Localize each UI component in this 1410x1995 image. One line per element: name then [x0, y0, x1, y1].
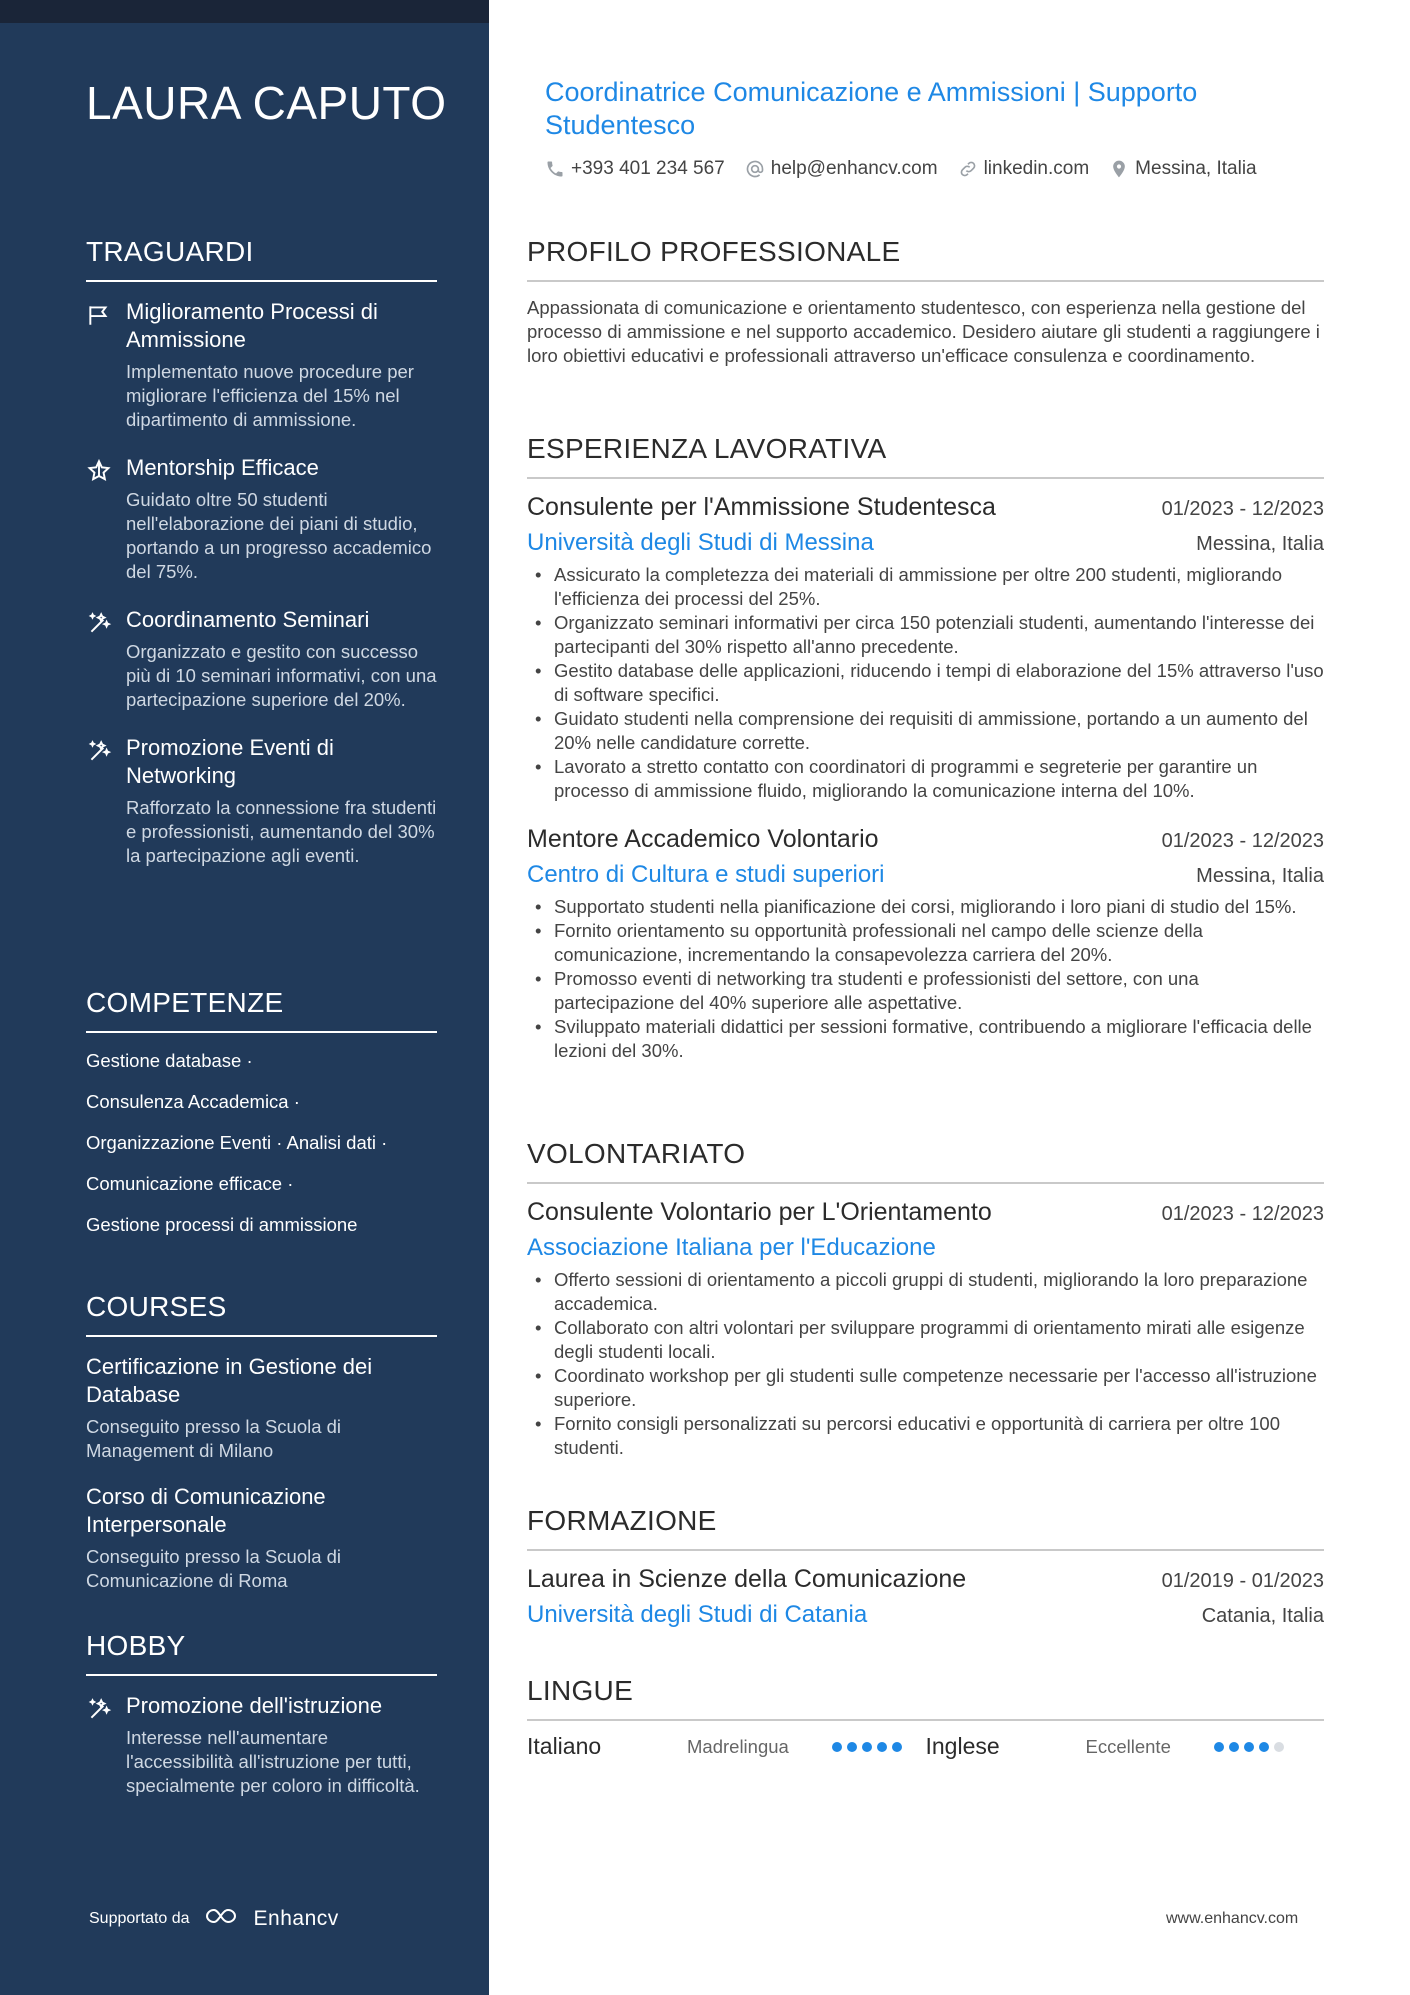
- skills-section: [86, 987, 437, 1254]
- skill-line: Consulenza Accademica ·: [86, 1091, 300, 1112]
- rating-dot: [1214, 1742, 1224, 1752]
- location-text: Messina, Italia: [1135, 158, 1257, 179]
- achievement-title: Mentorship Efficace: [126, 455, 319, 480]
- languages-title: LINGUE: [527, 1675, 1324, 1721]
- education-location: Catania, Italia: [1201, 1605, 1324, 1627]
- language-name: Inglese: [925, 1733, 1000, 1759]
- volunteer-dates: 01/2023 - 12/2023: [1161, 1203, 1324, 1225]
- job-location: Messina, Italia: [1196, 865, 1324, 887]
- language-level: Madrelingua: [687, 1735, 789, 1757]
- bullet-item: • Sviluppato materiali didattici per sessioni formative, contribuendo a migliorare l'efficacia delle lezioni del 30%.: [527, 1015, 1324, 1063]
- magic-wand-icon: [86, 610, 112, 636]
- profile-title: PROFILO PROFESSIONALE: [527, 236, 1324, 282]
- email-text: help@enhancv.com: [770, 158, 938, 179]
- courses-title: COURSES: [86, 1291, 437, 1337]
- language-name: Italiano: [527, 1733, 602, 1759]
- bullet-item: • Guidato studenti nella comprensione dei requisiti di ammissione, portando a un aumento del 20% nelle candidature corrette.: [527, 707, 1324, 755]
- achievement-title: Coordinamento Seminari: [126, 607, 370, 632]
- volunteer-bullets: [527, 1268, 1324, 1460]
- powered-by: [89, 1904, 339, 1933]
- enhancv-logo[interactable]: [202, 1904, 339, 1933]
- achievement-title: Miglioramento Processi di Ammissione: [126, 299, 378, 352]
- magic-wand-icon: [86, 738, 112, 764]
- job-bullets: [527, 563, 1324, 803]
- magic-wand-icon: [86, 1696, 112, 1722]
- rating-dot: [892, 1742, 902, 1752]
- rating-dot: [1244, 1742, 1254, 1752]
- contact-linkedin[interactable]: [958, 158, 1090, 180]
- bullet-item: • Fornito orientamento su opportunità professionali nel campo delle scienze della comunicazione, incrementando la consapevolezza carriera del 20%.: [527, 919, 1324, 967]
- course-title: Corso di Comunicazione Interpersonale: [86, 1484, 326, 1537]
- skill-line: Gestione database ·: [86, 1050, 253, 1071]
- star-icon: [86, 458, 112, 484]
- job-role: Mentore Accademico Volontario: [527, 825, 879, 853]
- bullet-item: • Fornito consigli personalizzati su percorsi educativi e opportunità di carriera per oltre 100 studenti.: [527, 1412, 1324, 1460]
- bullet-item: • Lavorato a stretto contatto con coordinatori di programmi e segreterie per garantire un processo di ammissione fluido, migliorando la comunicazione interna del 10%.: [527, 755, 1324, 803]
- job-dates: 01/2023 - 12/2023: [1161, 498, 1324, 520]
- achievement-description: Organizzato e gestito con successo più di 10 seminari informativi, con una partecipazione superiore del 20%.: [126, 641, 437, 710]
- education-school: Università degli Studi di Catania: [527, 1601, 868, 1628]
- profile-section: [527, 236, 1324, 368]
- hobby-title-text: Promozione dell'istruzione: [126, 1693, 383, 1718]
- bullet-item: • Promosso eventi di networking tra studenti e professionisti del settore, con una partecipazione del 40% superiore alle aspettative.: [527, 967, 1324, 1015]
- achievements-section: [86, 236, 437, 890]
- flag-icon: [86, 302, 112, 328]
- job-dates: 01/2023 - 12/2023: [1161, 830, 1324, 852]
- languages-section: [527, 1675, 1324, 1760]
- achievements-title: TRAGUARDI: [86, 236, 437, 282]
- achievement-item: [86, 734, 437, 868]
- achievement-description: Implementato nuove procedure per migliorare l'efficienza del 15% nel dipartimento di ammissione.: [126, 361, 414, 430]
- bullet-item: • Collaborato con altri volontari per sviluppare programmi di orientamento mirati alle esigenze degli studenti locali.: [527, 1316, 1324, 1364]
- course-description: Conseguito presso la Scuola di Management di Milano: [86, 1416, 342, 1461]
- infinity-logo-icon: [202, 1904, 246, 1933]
- volunteer-entry: [527, 1194, 1324, 1460]
- candidate-name: LAURA CAPUTO: [86, 77, 447, 129]
- education-title: FORMAZIONE: [527, 1505, 1324, 1551]
- phone-icon: [545, 159, 565, 179]
- location-pin-icon: [1109, 159, 1129, 179]
- course-description: Conseguito presso la Scuola di Comunicazione di Roma: [86, 1546, 342, 1591]
- job-company: Centro di Cultura e studi superiori: [527, 861, 885, 888]
- achievement-item: [86, 606, 437, 712]
- education-entry: [527, 1561, 1324, 1633]
- sidebar: [0, 0, 489, 1995]
- bullet-item: • Coordinato workshop per gli studenti sulle competenze necessarie per l'accesso all'istruzione superiore.: [527, 1364, 1324, 1412]
- achievement-item: [86, 298, 437, 432]
- languages-row: [527, 1733, 1324, 1760]
- contact-location: [1109, 158, 1256, 180]
- hobby-title: HOBBY: [86, 1630, 437, 1676]
- experience-section: [527, 433, 1324, 1063]
- volunteer-organization: Associazione Italiana per l'Educazione: [527, 1234, 936, 1261]
- achievement-title: Promozione Eventi di Networking: [126, 735, 334, 788]
- contact-email[interactable]: [745, 158, 938, 180]
- achievement-item: [86, 454, 437, 584]
- contact-bar: [545, 158, 1277, 180]
- job-role: Consulente per l'Ammissione Studentesca: [527, 493, 996, 521]
- education-dates: 01/2019 - 01/2023: [1161, 1570, 1324, 1592]
- phone-text: +393 401 234 567: [571, 158, 725, 179]
- education-degree: Laurea in Scienze della Comunicazione: [527, 1565, 967, 1593]
- hobby-section: [86, 1630, 437, 1820]
- footer-url[interactable]: www.enhancv.com: [1166, 1910, 1299, 1927]
- language-item: [926, 1733, 1325, 1760]
- bullet-item: • Assicurato la completezza dei materiali di ammissione per oltre 200 studenti, migliorando l'efficienza dei processi del 25%.: [527, 563, 1324, 611]
- skill-line: Gestione processi di ammissione: [86, 1214, 358, 1235]
- rating-dot: [1274, 1742, 1284, 1752]
- volunteering-section: [527, 1138, 1324, 1460]
- bullet-item: • Gestito database delle applicazioni, riducendo i tempi di elaborazione del 15% attraverso l'uso di software specifici.: [527, 659, 1324, 707]
- rating-dot: [877, 1742, 887, 1752]
- at-icon: [745, 159, 765, 179]
- rating-dot: [862, 1742, 872, 1752]
- volunteering-title: VOLONTARIATO: [527, 1138, 1324, 1184]
- experience-title: ESPERIENZA LAVORATIVA: [527, 433, 1324, 479]
- rating-dot: [1259, 1742, 1269, 1752]
- rating-dot: [832, 1742, 842, 1752]
- rating-dot: [1229, 1742, 1239, 1752]
- skill-line: Organizzazione Eventi · Analisi dati ·: [86, 1132, 388, 1153]
- bullet-item: • Offerto sessioni di orientamento a piccoli gruppi di studenti, migliorando la loro preparazione accademica.: [527, 1268, 1324, 1316]
- job-company: Università degli Studi di Messina: [527, 529, 874, 556]
- bullet-item: • Supportato studenti nella pianificazione dei corsi, migliorando i loro piani di studio del 15%.: [527, 895, 1324, 919]
- job-entry: [527, 821, 1324, 1063]
- profile-summary: Appassionata di comunicazione e orientamento studentesco, con esperienza nella gestione del processo di ammissione e nel supporto accademico. Desidero aiutare gli studenti a raggiungere i loro obiettivi educativi e professionali attraverso un'efficace consulenza e coordinamento.: [527, 297, 1320, 366]
- headline: Coordinatrice Comunicazione e Ammissioni | Supporto Studentesco: [545, 77, 1198, 140]
- linkedin-text: linkedin.com: [983, 158, 1090, 179]
- achievement-description: Rafforzato la connessione fra studenti e professionisti, aumentando del 30% la partecipazione agli eventi.: [126, 797, 437, 866]
- job-location: Messina, Italia: [1196, 533, 1324, 555]
- courses-section: [86, 1291, 437, 1613]
- education-section: [527, 1505, 1324, 1633]
- skills-title: COMPETENZE: [86, 987, 437, 1033]
- enhancv-brand: Enhancv: [253, 1906, 339, 1930]
- powered-by-label: Supportato da: [89, 1909, 190, 1927]
- language-rating: [832, 1742, 902, 1752]
- language-item: [527, 1733, 926, 1760]
- course-item: [86, 1353, 437, 1463]
- volunteer-role: Consulente Volontario per L'Orientamento: [527, 1198, 992, 1226]
- hobby-item: [86, 1692, 437, 1798]
- job-bullets: [527, 895, 1324, 1063]
- skill-line: Comunicazione efficace ·: [86, 1173, 294, 1194]
- job-entry: [527, 489, 1324, 803]
- language-rating: [1214, 1742, 1284, 1752]
- sidebar-top-bar: [0, 0, 489, 23]
- hobby-description: Interesse nell'aumentare l'accessibilità all'istruzione per tutti, specialmente per coloro in difficoltà.: [126, 1727, 420, 1796]
- contact-phone[interactable]: [545, 158, 725, 180]
- rating-dot: [847, 1742, 857, 1752]
- link-icon: [958, 159, 978, 179]
- course-title: Certificazione in Gestione dei Database: [86, 1354, 373, 1407]
- course-item: [86, 1483, 437, 1593]
- language-level: Eccellente: [1085, 1735, 1171, 1757]
- bullet-item: • Organizzato seminari informativi per circa 150 potenziali studenti, aumentando l'interesse dei partecipanti del 30% rispetto all'anno precedente.: [527, 611, 1324, 659]
- achievement-description: Guidato oltre 50 studenti nell'elaborazione dei piani di studio, portando a un progresso accademico del 75%.: [126, 489, 432, 582]
